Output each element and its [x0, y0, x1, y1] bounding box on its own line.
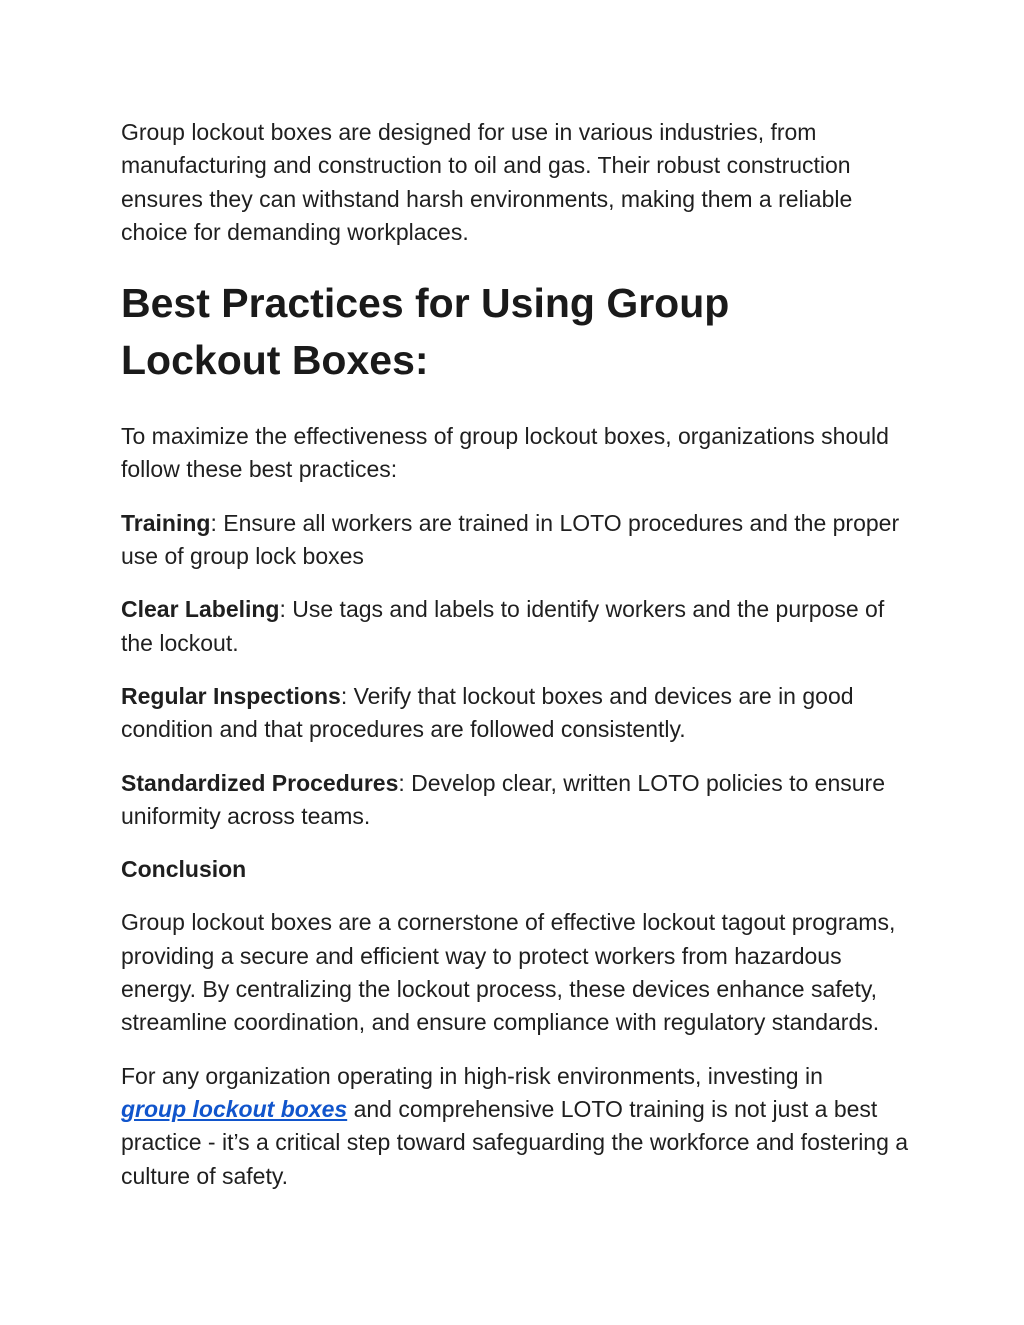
document-page	[121, 116, 921, 1193]
lead-paragraph: To maximize the effectiveness of group lockout boxes, organizations should follow these best practices:	[121, 423, 889, 483]
intro-paragraph: Group lockout boxes are designed for use in various industries, from manufacturing and construction to oil and gas. Their robust construction ensures they can withstand harsh environments, making them a reliable choice for demanding workplaces.	[121, 119, 853, 245]
practice-text: : Use tags and labels to identify workers and the purpose of the lockout.	[121, 596, 885, 656]
practice-text: : Ensure all workers are trained in LOTO procedures and the proper use of group lock boxes	[121, 509, 900, 570]
section-heading-line-2: Lockout Boxes:	[121, 337, 429, 384]
group-lockout-boxes-link[interactable]: group lockout boxes	[121, 1095, 348, 1122]
final-text-before-link: For any organization operating in high-risk environments, investing in	[121, 1062, 823, 1089]
practice-text: : Verify that lockout boxes and devices are in good condition and that procedures are followed consistently.	[121, 682, 854, 743]
practice-text: : Develop clear, written LOTO policies to ensure uniformity across teams.	[121, 769, 885, 829]
section-heading-line-1: Best Practices for Using Group	[121, 280, 730, 327]
practice-term: Standardized Procedures	[121, 769, 399, 796]
practice-term: Training	[121, 509, 211, 536]
conclusion-heading: Conclusion	[121, 856, 247, 883]
practice-regular-inspections	[121, 680, 921, 747]
conclusion-paragraph: Group lockout boxes are a cornerstone of effective lockout tagout programs, providing a secure and efficient way to protect workers from hazardous energy. By centralizing the lockout process, these devices enhance safety, streamline coordination, and ensure compliance with regulatory standards.	[121, 909, 896, 1036]
practice-training	[121, 507, 921, 574]
section-heading	[121, 275, 921, 389]
practice-term: Clear Labeling	[121, 596, 280, 623]
final-text-after-link: and comprehensive LOTO training is not just a best practice - it’s a critical step toward safeguarding the workforce and fostering a culture of safety.	[121, 1095, 909, 1189]
practice-clear-labeling	[121, 593, 921, 660]
final-paragraph	[121, 1060, 921, 1193]
practice-standardized-procedures	[121, 767, 921, 834]
practice-term: Regular Inspections	[121, 682, 341, 709]
